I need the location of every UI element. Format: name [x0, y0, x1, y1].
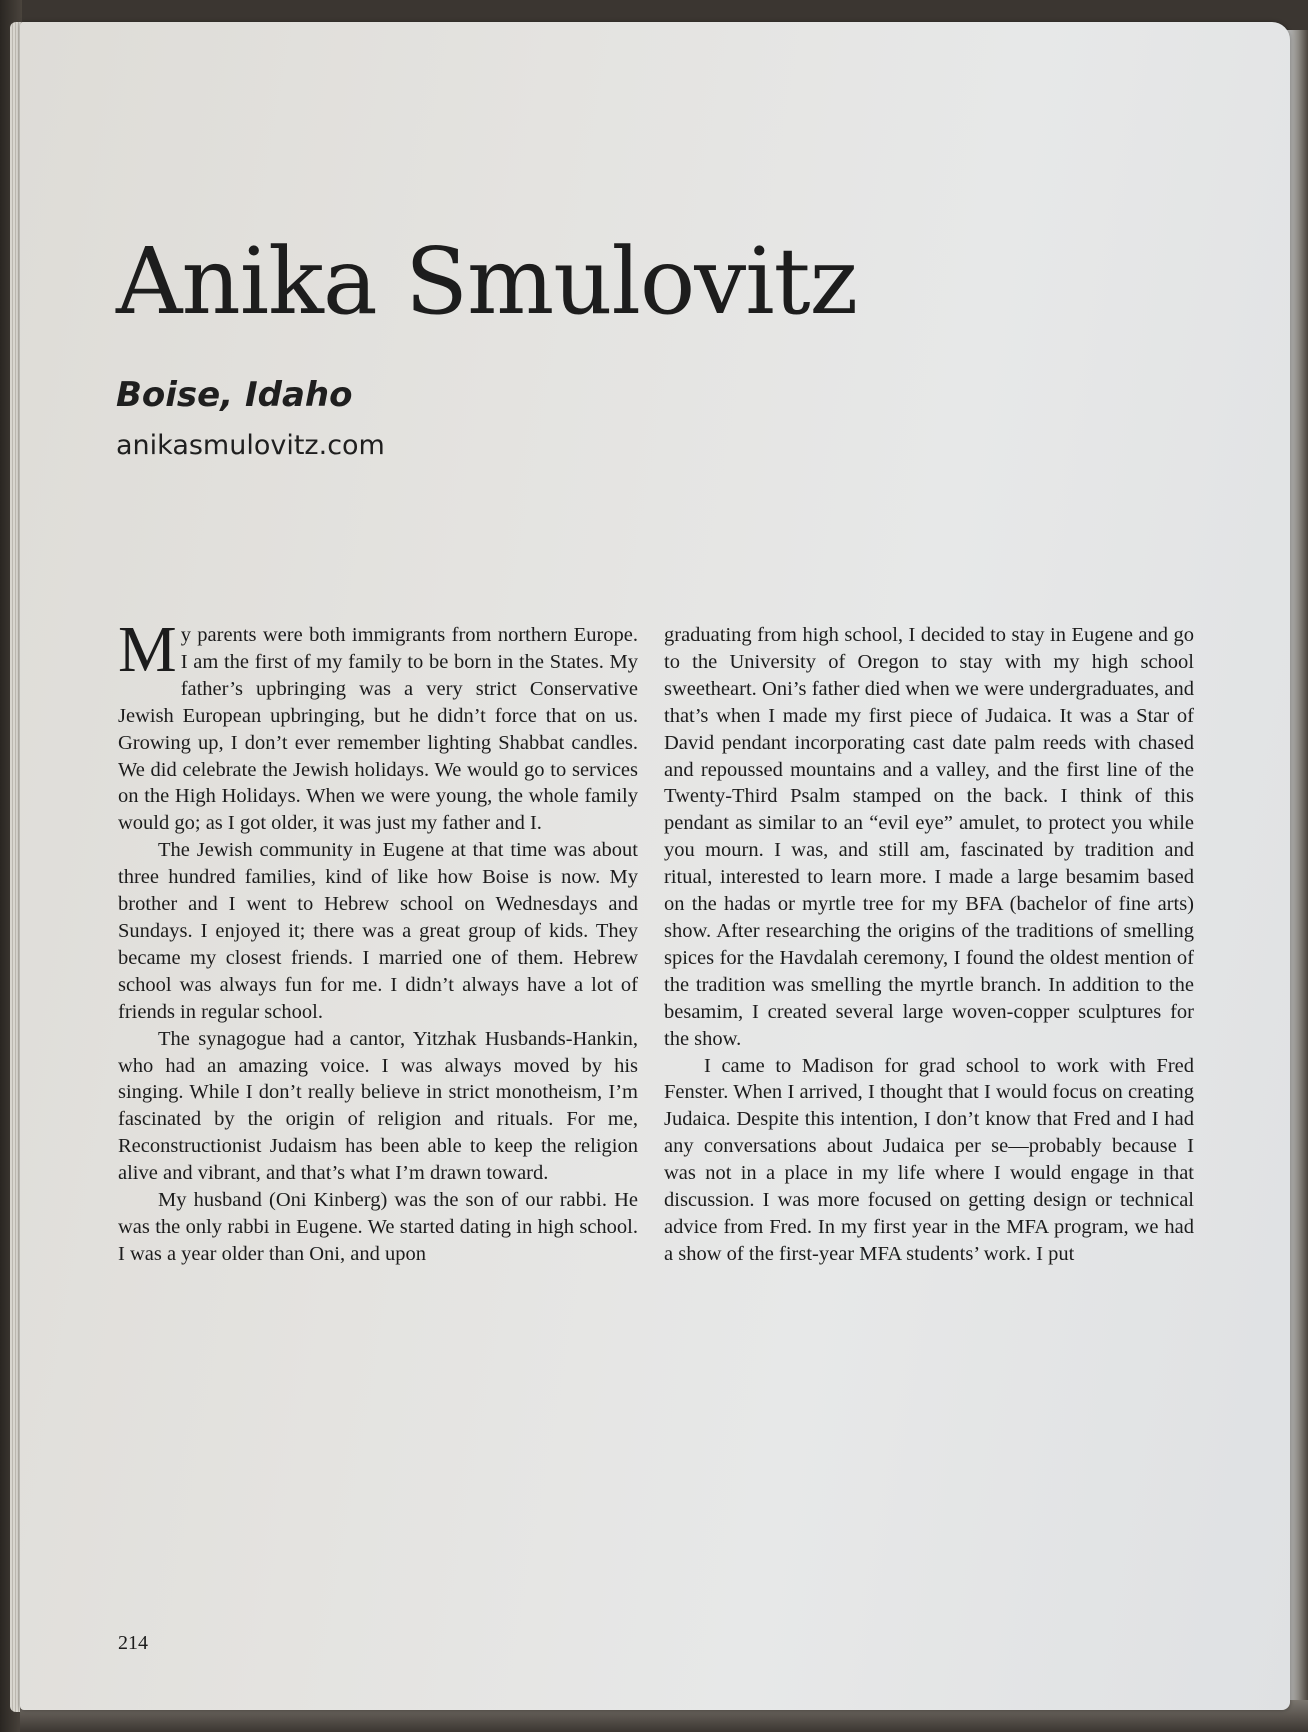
page-number: 214 — [118, 1632, 148, 1654]
drop-cap: M — [118, 613, 177, 686]
artist-website: anikasmulovitz.com — [116, 430, 385, 461]
paragraph-text: y parents were both immigrants from northern Europe. I am the first of my family to be born in the States. My father’s upbringing was a very strict Conservative Jewish European upbringing, but he didn’t force that on us. Growing up, I don’t ever remember lighting Shabbat candles. We did celebrate the Jewish holidays. We would go to services on the High Holidays. When we were young, the whole family would go; as I got older, it was just my father and I. — [118, 624, 638, 835]
paragraph: The Jewish community in Eugene at that time was about three hundred families, kind of like how Boise is now. My brother and I went to Hebrew school on Wednesdays and Sundays. I enjoyed it; there was a great group of kids. They became my closest friends. I married one of them. Hebrew school was always fun for me. I didn’t always have a lot of friends in regular school. — [118, 839, 638, 1023]
page-title: Anika Smulovitz — [116, 228, 858, 335]
left-column — [118, 613, 638, 1268]
artist-location: Boise, Idaho — [116, 375, 353, 415]
paragraph: graduating from high school, I decided to stay in Eugene and go to the University of Oregon to stay with my high school sweetheart. Oni’s father died when we were undergraduates, and that’s when I made my first piece of Judaica. It was a Star of David pendant incorporating cast date palm reeds with chased and repoussed mountains and a valley, and the first line of the Twenty-Third Psalm stamped on the back. I think of this pendant as similar to an “evil eye” amulet, to protect you while you mourn. I was, and still am, fascinated by tradition and ritual, interested to learn more. I made a large besamim based on the hadas or myrtle tree for my BFA (bachelor of fine arts) show. After researching the origins of the traditions of smelling spices for the Havdalah ceremony, I found the oldest mention of the tradition was smelling the myrtle branch. In addition to the besamim, I created several large woven-copper sculptures for the show. — [664, 624, 1194, 1050]
paragraph: I came to Madison for grad school to work with Fred Fenster. When I arrived, I thought that I would focus on creating Judaica. Despite this intention, I don’t know that Fred and I had any conversations about Judaica per se—probably because I was not in a place in my life where I would engage in that discussion. I was more focused on getting design or technical advice from Fred. In my first year in the MFA program, we had a show of the first-year MFA students’ work. I put — [664, 1054, 1194, 1265]
paragraph: The synagogue had a cantor, Yitzhak Husbands-Hankin, who had an amazing voice. I was always moved by his singing. While I don’t really believe in strict monotheism, I’m fascinated by the origin of religion and rituals. For me, Reconstructionist Judaism has been able to keep the religion alive and vibrant, and that’s what I’m drawn toward. — [118, 1027, 638, 1185]
paragraph — [118, 613, 638, 837]
paragraph: My husband (Oni Kinberg) was the son of our rabbi. He was the only rabbi in Eugene. We started dating in high school. I was a year older than Oni, and upon — [118, 1189, 638, 1265]
right-column — [664, 622, 1194, 1268]
